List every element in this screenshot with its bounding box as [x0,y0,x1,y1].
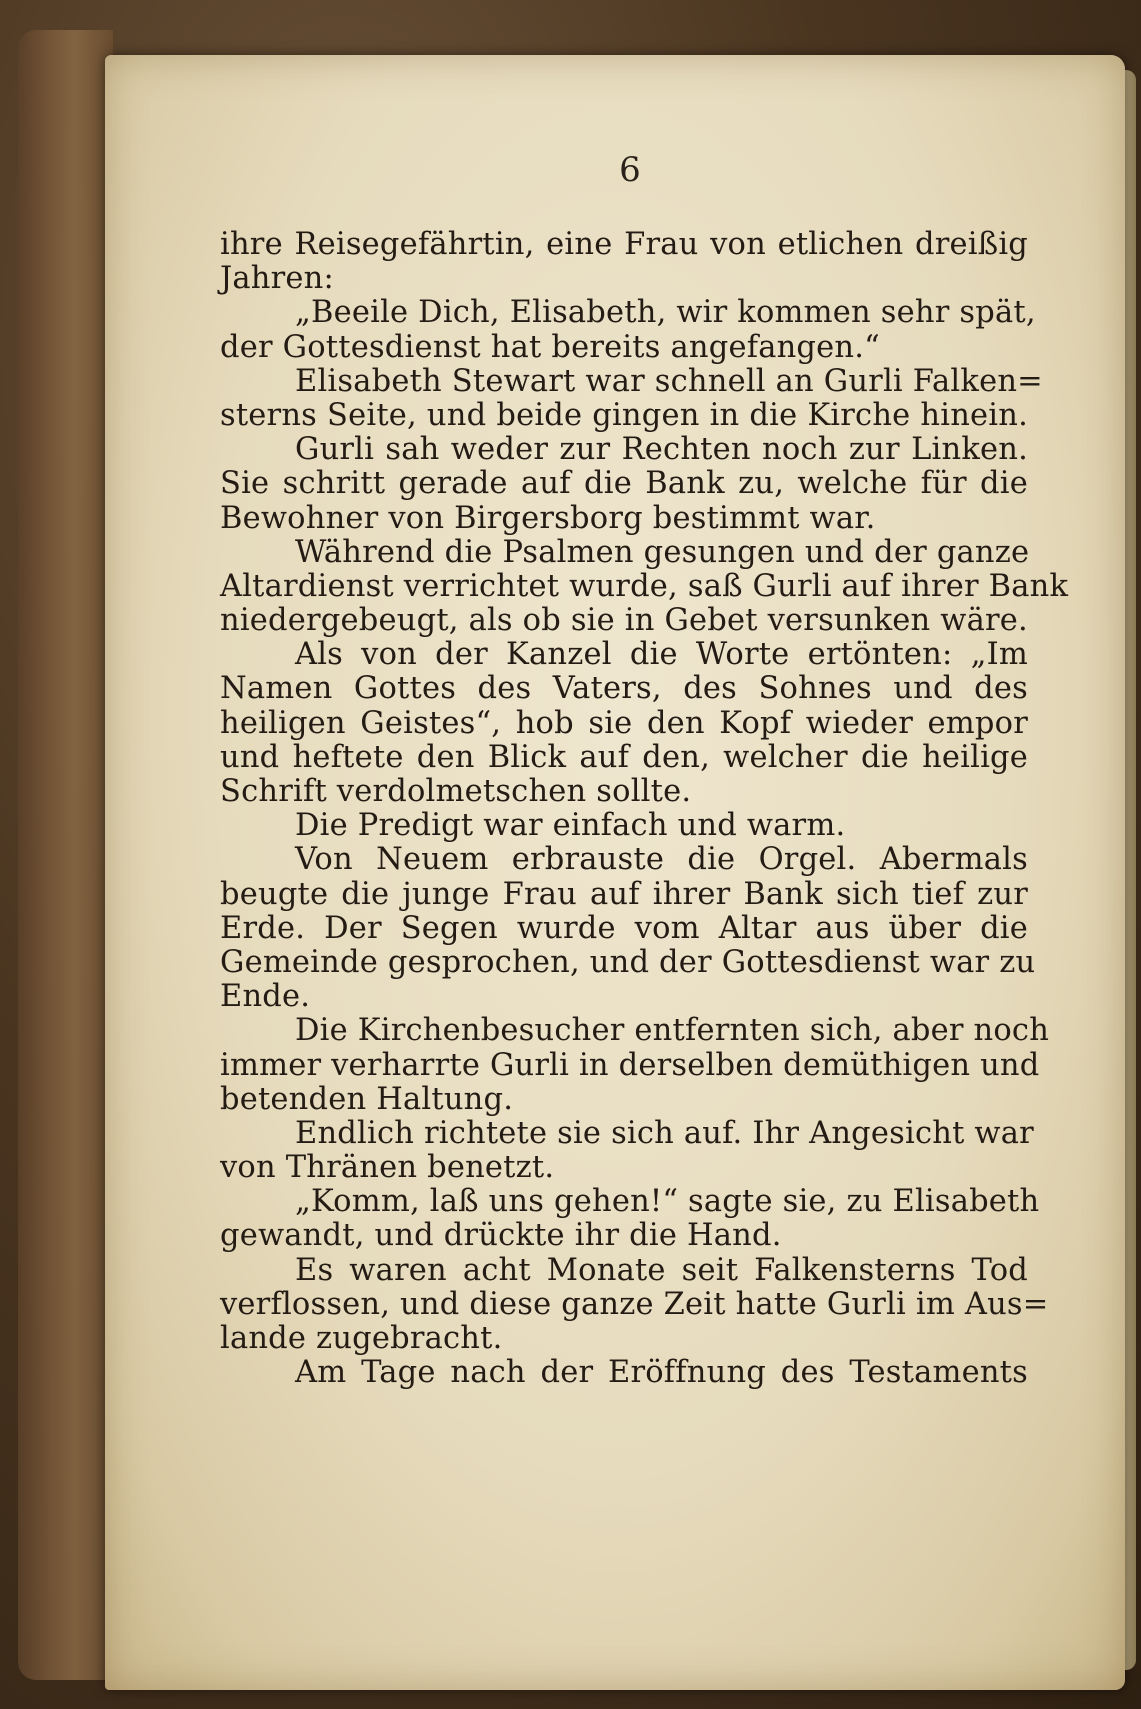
text-line: sterns Seite, und beide gingen in die Kirche hinein. [220,397,1028,433]
text-line: der Gottesdienst hat bereits angefangen.“ [220,329,880,365]
book-binding-edge [18,30,113,1680]
text-line: Ende. [220,979,311,1015]
text-line: Bewohner von Birgersborg bestimmt war. [220,500,876,536]
text-line: heiligen Geistes“, hob sie den Kopf wieder empor [220,705,1028,741]
text-line: Sie schritt gerade auf die Bank zu, welche für die [220,466,1028,502]
text-line: Elisabeth Stewart war schnell an Gurli Falken= [295,363,1043,399]
text-line: Die Kirchenbesucher entfernten sich, aber noch [295,1013,1050,1049]
text-line: Schrift verdolmetschen sollte. [220,774,692,809]
text-line: lande zugebracht. [220,1321,503,1356]
text-line: Es waren acht Monate seit Falkensterns Tod [295,1252,1028,1288]
text-line: „Beeile Dich, Elisabeth, wir kommen sehr spät, [295,295,1036,331]
text-line: niedergebeugt, als ob sie in Gebet versunken wäre. [220,603,1028,639]
text-line: Endlich richtete sie sich auf. Ihr Angesicht war [295,1115,1034,1151]
text-line: Erde. Der Segen wurde vom Altar aus über die [220,910,1028,946]
text-line: Als von der Kanzel die Worte ertönten: „Im [295,637,1028,673]
text-line: Von Neuem erbrauste die Orgel. Abermals [295,842,1028,878]
text-line: verflossen, und diese ganze Zeit hatte Gurli im Aus= [220,1286,1049,1322]
text-line: ihre Reisegefährtin, eine Frau von etlichen dreißig [220,227,1028,262]
text-line: Jahren: [220,261,335,297]
text-line: beugte die junge Frau auf ihrer Bank sich tief zur [220,876,1028,912]
text-line: und heftete den Blick auf den, welcher die heilige [220,739,1028,775]
text-line: von Thränen benetzt. [220,1150,555,1186]
page-number: 6 [619,150,641,190]
text-line: Die Predigt war einfach und warm. [295,808,846,844]
text-line: Gurli sah weder zur Rechten noch zur Linken. [295,432,1028,468]
text-line: immer verharrte Gurli in derselben demüthigen und [220,1047,1040,1083]
text-line: Gemeinde gesprochen, und der Gottesdienst war zu [220,944,1036,980]
text-line: Während die Psalmen gesungen und der ganze [295,534,1030,570]
text-line: Altardienst verrichtet wurde, saß Gurli auf ihrer Bank [220,568,1069,604]
text-line: „Komm, laß uns gehen!“ sagte sie, zu Elisabeth [295,1184,1040,1220]
text-line: Am Tage nach der Eröffnung des Testaments [295,1355,1028,1391]
text-line: gewandt, und drückte ihr die Hand. [220,1218,782,1254]
text-line: Namen Gottes des Vaters, des Sohnes und des [220,671,1028,707]
body-text [220,227,1069,1391]
text-line: betenden Haltung. [220,1081,514,1117]
